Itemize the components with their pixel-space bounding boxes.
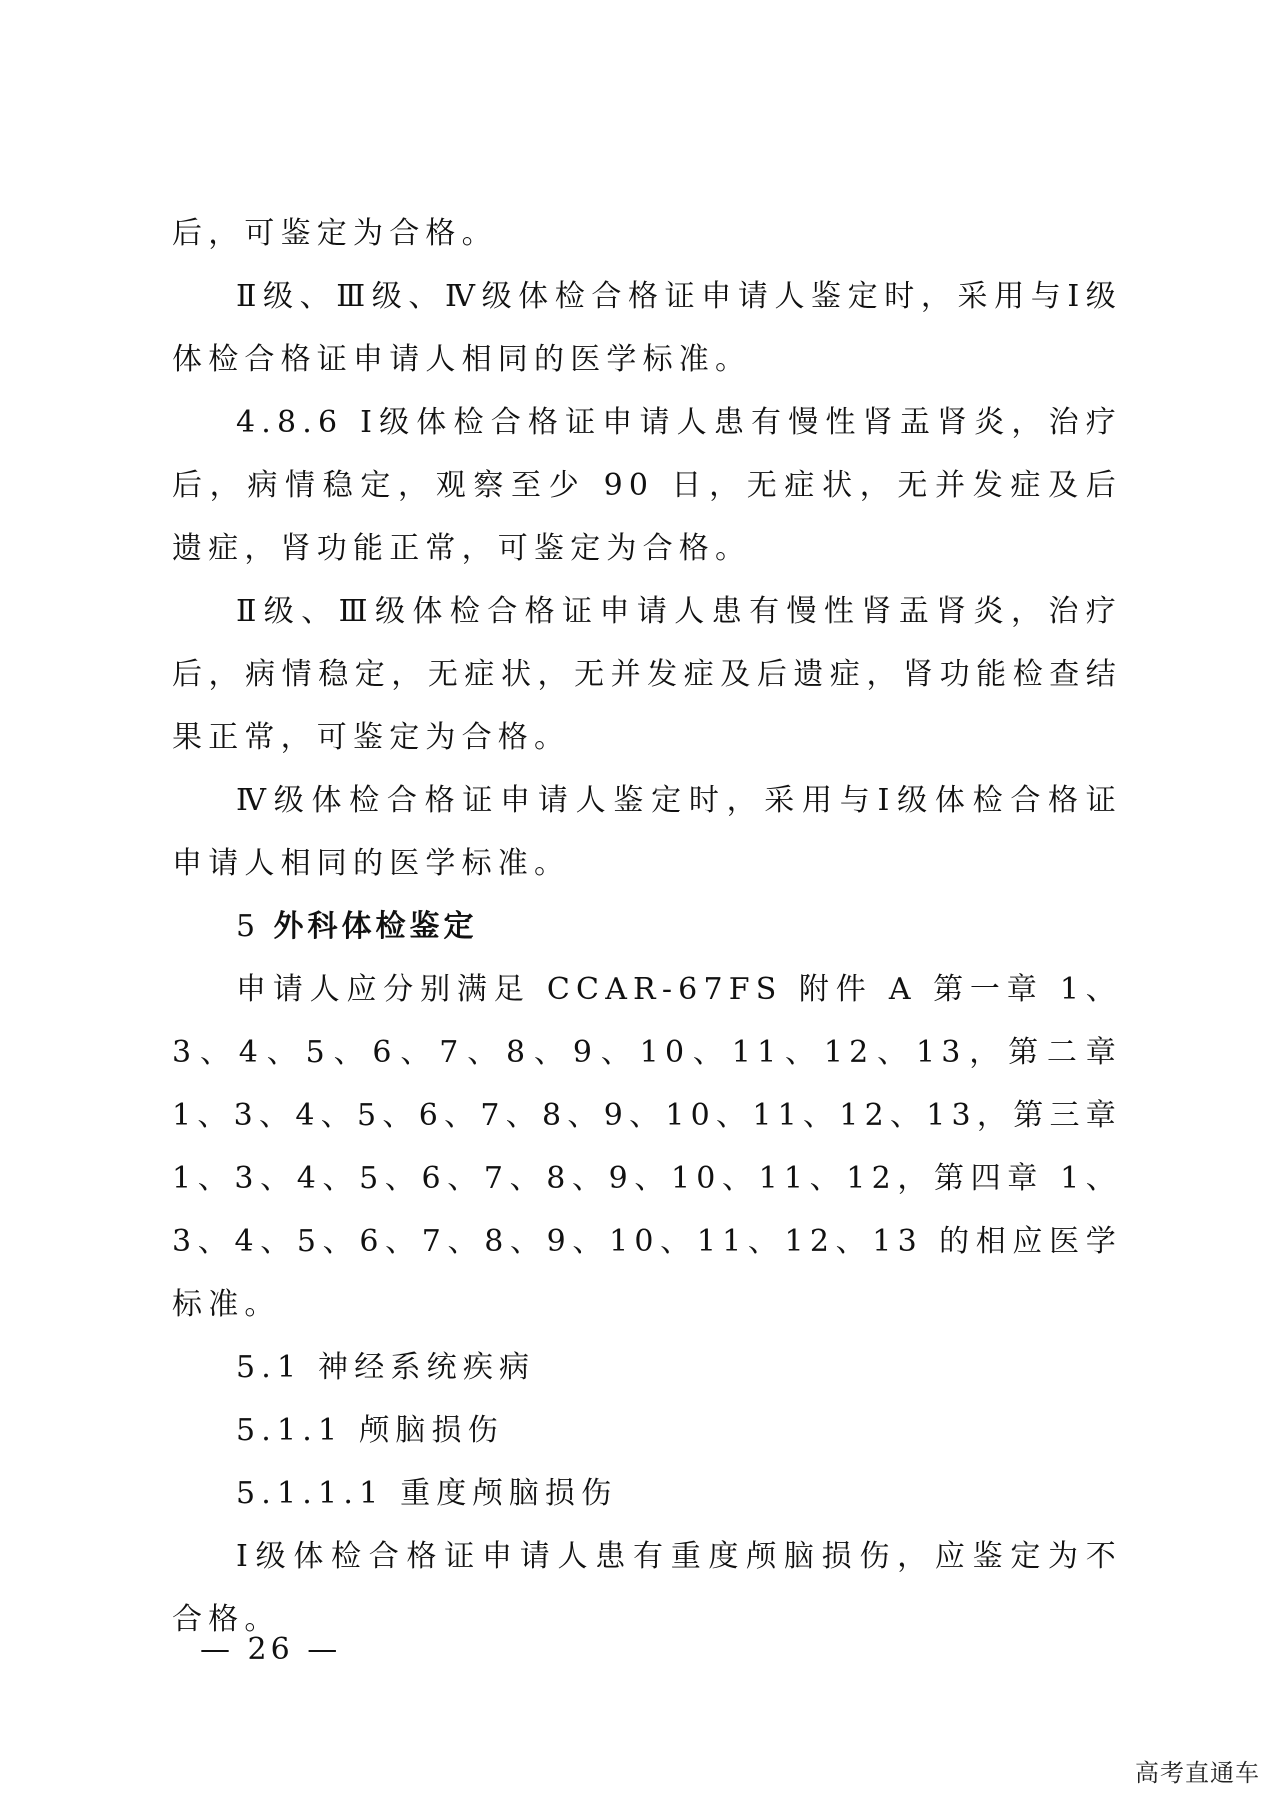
section-heading bbox=[172, 895, 1122, 958]
document-body bbox=[172, 202, 1122, 1651]
paragraph: Ⅱ级、Ⅲ级、Ⅳ级体检合格证申请人鉴定时，采用与Ⅰ级体检合格证申请人相同的医学标准。 bbox=[172, 279, 1122, 377]
subheading-5-1: 5.1 神经系统疾病 bbox=[236, 1350, 536, 1385]
paragraph-continuation: 后，可鉴定为合格。 bbox=[172, 216, 498, 251]
paragraph: Ⅳ级体检合格证申请人鉴定时，采用与Ⅰ级体检合格证申请人相同的医学标准。 bbox=[172, 783, 1122, 881]
paragraph: Ⅱ级、Ⅲ级体检合格证申请人患有慢性肾盂肾炎，治疗后，病情稳定，无症状，无并发症及后遗症，肾功能检查结果正常，可鉴定为合格。 bbox=[172, 594, 1122, 755]
section-title: 外科体检鉴定 bbox=[273, 909, 478, 944]
paragraph-clause-4-8-6: 4.8.6 Ⅰ级体检合格证申请人患有慢性肾盂肾炎，治疗后，病情稳定，观察至少 90 日，无症状，无并发症及后遗症，肾功能正常，可鉴定为合格。 bbox=[172, 405, 1122, 566]
watermark: 高考直通车 bbox=[1135, 1759, 1260, 1787]
page-number: — 26 — bbox=[200, 1632, 342, 1667]
subheading-5-1-1: 5.1.1 颅脑损伤 bbox=[236, 1413, 504, 1448]
section-number: 5 bbox=[236, 909, 260, 944]
paragraph-requirements: 申请人应分别满足 CCAR-67FS 附件 A 第一章 1、3、4、5、6、7、8、9、10、11、12、13，第二章 1、3、4、5、6、7、8、9、10、11、12、13，第三章 1、3、4、5、6、7、8、9、10、11、12，第四章 1、3、4、5、6、7、8、9、10、11、12、13 的相应医学标准。 bbox=[172, 972, 1122, 1322]
subheading-5-1-1-1: 5.1.1.1 重度颅脑损伤 bbox=[236, 1476, 618, 1511]
paragraph: Ⅰ级体检合格证申请人患有重度颅脑损伤，应鉴定为不合格。 bbox=[172, 1539, 1122, 1637]
